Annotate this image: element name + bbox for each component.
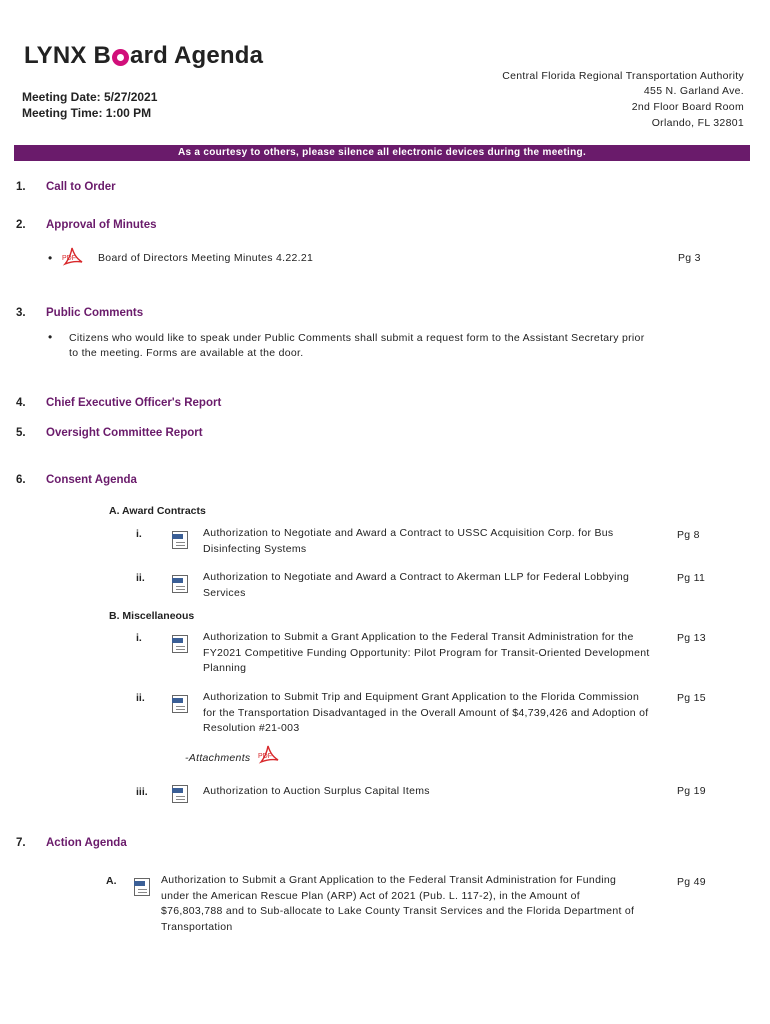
section-2-title: Approval of Minutes — [46, 219, 157, 231]
item-line: Services — [203, 586, 246, 599]
item-line: Disinfecting Systems — [203, 542, 307, 555]
address-line-1: Central Florida Regional Transportation Authority — [502, 70, 744, 82]
bullet: • — [48, 251, 53, 265]
document-icon[interactable] — [172, 635, 188, 653]
item-line: Authorization to Submit a Grant Application to the Federal Transit Administration for Funding — [161, 874, 617, 886]
section-6-title: Consent Agenda — [46, 474, 137, 486]
agenda-item-link[interactable] — [203, 784, 430, 800]
agenda-item-link[interactable] — [203, 526, 613, 557]
page-ref: Pg 3 — [678, 252, 701, 264]
item-line: Authorization to Submit Trip and Equipment Grant Application to the Florida Commission — [203, 691, 640, 703]
lynx-logo — [24, 42, 263, 70]
document-icon[interactable] — [172, 785, 188, 803]
item-letter: A. — [106, 875, 117, 887]
item-line: FY2021 Competitive Funding Opportunity: Pilot Program for Transit-Oriented Development — [203, 646, 650, 659]
pdf-icon[interactable] — [258, 744, 280, 764]
award-contracts-heading: A. Award Contracts — [109, 505, 206, 517]
section-1-title: Call to Order — [46, 181, 116, 193]
attachments-label: -Attachments — [185, 752, 251, 764]
item-roman: ii. — [136, 572, 145, 584]
item-line: Authorization to Negotiate and Award a Contract to USSC Acquisition Corp. for Bus — [203, 527, 614, 539]
section-7-title: Action Agenda — [46, 837, 127, 849]
item-line: Authorization to Negotiate and Award a Contract to Akerman LLP for Federal Lobbying — [203, 571, 630, 583]
document-icon[interactable] — [172, 575, 188, 593]
courtesy-banner: As a courtesy to others, please silence all electronic devices during the meeting. — [14, 145, 750, 161]
address-line-3: 2nd Floor Board Room — [631, 101, 744, 113]
svg-text:PDF: PDF — [258, 753, 272, 760]
section-4-title: Chief Executive Officer's Report — [46, 397, 222, 409]
logo-dot-icon — [112, 49, 129, 66]
address-line-4: Orlando, FL 32801 — [651, 117, 744, 129]
agenda-item-link[interactable] — [203, 630, 650, 677]
bullet: • — [48, 330, 53, 344]
item-roman: ii. — [136, 692, 145, 704]
section-3-title: Public Comments — [46, 307, 144, 319]
item-roman: i. — [136, 632, 142, 644]
page-ref: Pg 15 — [677, 692, 706, 704]
meeting-time: Meeting Time: 1:00 PM — [22, 106, 152, 120]
agenda-item-link[interactable] — [161, 873, 634, 935]
svg-text:PDF: PDF — [62, 255, 76, 262]
section-1-number: 1. — [16, 181, 26, 193]
section-2-number: 2. — [16, 219, 26, 231]
item-line: Authorization to Submit a Grant Application to the Federal Transit Administration for the — [203, 631, 634, 643]
logo-text-suffix: ard Agenda — [130, 42, 264, 69]
document-icon[interactable] — [172, 695, 188, 713]
page-ref: Pg 19 — [677, 785, 706, 797]
item-roman: iii. — [136, 786, 148, 798]
logo-text-prefix: LYNX B — [24, 42, 112, 69]
section-4-number: 4. — [16, 397, 26, 409]
section-7-number: 7. — [16, 837, 26, 849]
section-5-number: 5. — [16, 427, 26, 439]
minutes-item-link[interactable]: Board of Directors Meeting Minutes 4.22.21 — [98, 252, 314, 264]
agenda-item-link[interactable] — [203, 690, 649, 737]
meeting-date: Meeting Date: 5/27/2021 — [22, 90, 158, 104]
miscellaneous-heading: B. Miscellaneous — [109, 610, 195, 622]
public-comments-line-2: to the meeting. Forms are available at the door. — [69, 347, 304, 359]
public-comments-line-1: Citizens who would like to speak under Public Comments shall submit a request form to the Assistant Secretary prior — [69, 332, 645, 344]
item-line: for the Transportation Disadvantaged in the Overall Amount of $4,739,426 and Adoption of — [203, 706, 649, 719]
page-ref: Pg 49 — [677, 876, 706, 888]
section-3-number: 3. — [16, 307, 26, 319]
pdf-icon[interactable] — [62, 246, 84, 266]
page-ref: Pg 13 — [677, 632, 706, 644]
document-icon[interactable] — [134, 878, 150, 896]
section-5-title: Oversight Committee Report — [46, 427, 203, 439]
item-line: $76,803,788 and to Sub-allocate to Lake County Transit Services and the Florida Department of — [161, 905, 635, 917]
document-icon[interactable] — [172, 531, 188, 549]
item-line: under the American Rescue Plan (ARP) Act of 2021 (Pub. L. 117-2), in the Amount of — [161, 889, 580, 902]
address-line-2: 455 N. Garland Ave. — [643, 85, 744, 97]
item-line: Planning — [203, 662, 247, 674]
item-line: Transportation — [161, 920, 233, 933]
agenda-item-link[interactable] — [203, 570, 629, 601]
section-6-number: 6. — [16, 474, 26, 486]
page-ref: Pg 8 — [677, 529, 700, 541]
item-line: Authorization to Auction Surplus Capital Items — [203, 785, 430, 797]
page-ref: Pg 11 — [677, 572, 706, 584]
item-line: Resolution #21-003 — [203, 722, 300, 734]
item-roman: i. — [136, 528, 142, 540]
